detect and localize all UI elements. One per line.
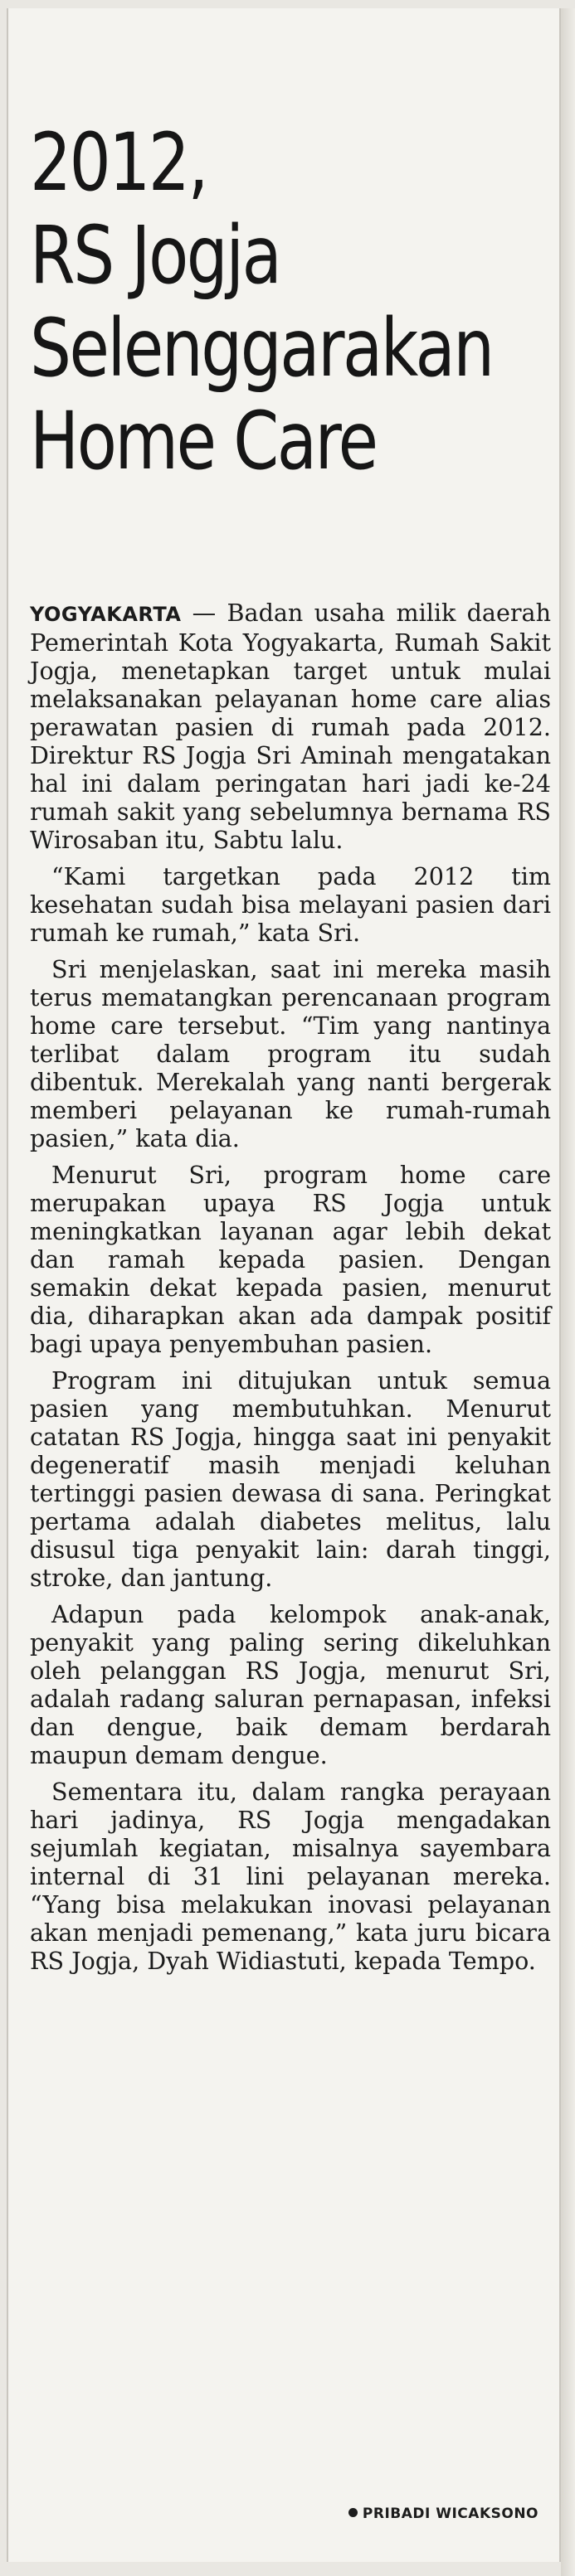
article-body (30, 599, 551, 1983)
paragraph-3: Sri menjelaskan, saat ini mereka masih terus mematangkan perencanaan program home care tersebut. “Tim yang nantinya terlibat dalam program itu sudah dibentuk. Merekalah yang nanti bergerak memberi pelayanan ke rumah-rumah pasien,” kata dia. (30, 955, 551, 1152)
headline-line-3: Selenggarakan (30, 302, 493, 395)
paragraph-6: Adapun pada kelompok anak-anak, penyakit yang paling sering dikeluhkan oleh pelanggan RS Jogja, menurut Sri, adalah radang saluran pernapasan, infeksi dan dengue, baik demam berdarah maupun demam dengue. (30, 1600, 551, 1769)
headline-line-2: RS Jogja (30, 209, 280, 302)
bullet-dot-icon (348, 2508, 358, 2517)
scan-edge-shadow (561, 8, 575, 2576)
author-credit (348, 2506, 538, 2522)
paragraph-5: Program ini ditujukan untuk semua pasien yang membutuhkan. Menurut catatan RS Jogja, hingga saat ini penyakit degeneratif masih menjadi keluhan tertinggi pasien dewasa di sana. Peringkat pertama adalah diabetes melitus, lalu disusul tiga penyakit lain: darah tinggi, stroke, dan jantung. (30, 1366, 551, 1592)
headline-line-4: Home Care (30, 395, 377, 488)
paragraph-7: Sementara itu, dalam rangka perayaan hari jadinya, RS Jogja mengadakan sejumlah kegiatan, misalnya sayembara internal di 31 lini pelayanan mereka. “Yang bisa melakukan inovasi pelayanan akan menjadi pemenang,” kata juru bicara RS Jogja, Dyah Widiastuti, kepada Tempo. (30, 1778, 551, 1975)
headline (30, 116, 493, 488)
dateline: YOGYAKARTA (30, 603, 182, 626)
paragraph-2: “Kami targetkan pada 2012 tim kesehatan sudah bisa melayani pasien dari rumah ke rumah,” kata Sri. (30, 862, 551, 947)
paragraph-1 (30, 599, 551, 854)
paragraph-4: Menurut Sri, program home care merupakan upaya RS Jogja untuk meningkatkan layanan agar lebih dekat dan ramah kepada pasien. Dengan semakin dekat kepada pasien, menurut dia, diharapkan akan ada dampak positif bagi upaya penyembuhan pasien. (30, 1161, 551, 1358)
author-name: PRIBADI WICAKSONO (362, 2506, 538, 2522)
headline-line-1: 2012, (30, 116, 207, 209)
paragraph-1-text: — Badan usaha milik daerah Pemerintah Kota Yogyakarta, Rumah Sakit Jogja, menetapkan target untuk mulai melaksanakan pelayanan home care alias perawatan pasien di rumah pada 2012. Direktur RS Jogja Sri Aminah mengatakan hal ini dalam peringatan hari jadi ke-24 rumah sakit yang sebelumnya bernama RS Wirosaban itu, Sabtu lalu. (30, 599, 551, 854)
